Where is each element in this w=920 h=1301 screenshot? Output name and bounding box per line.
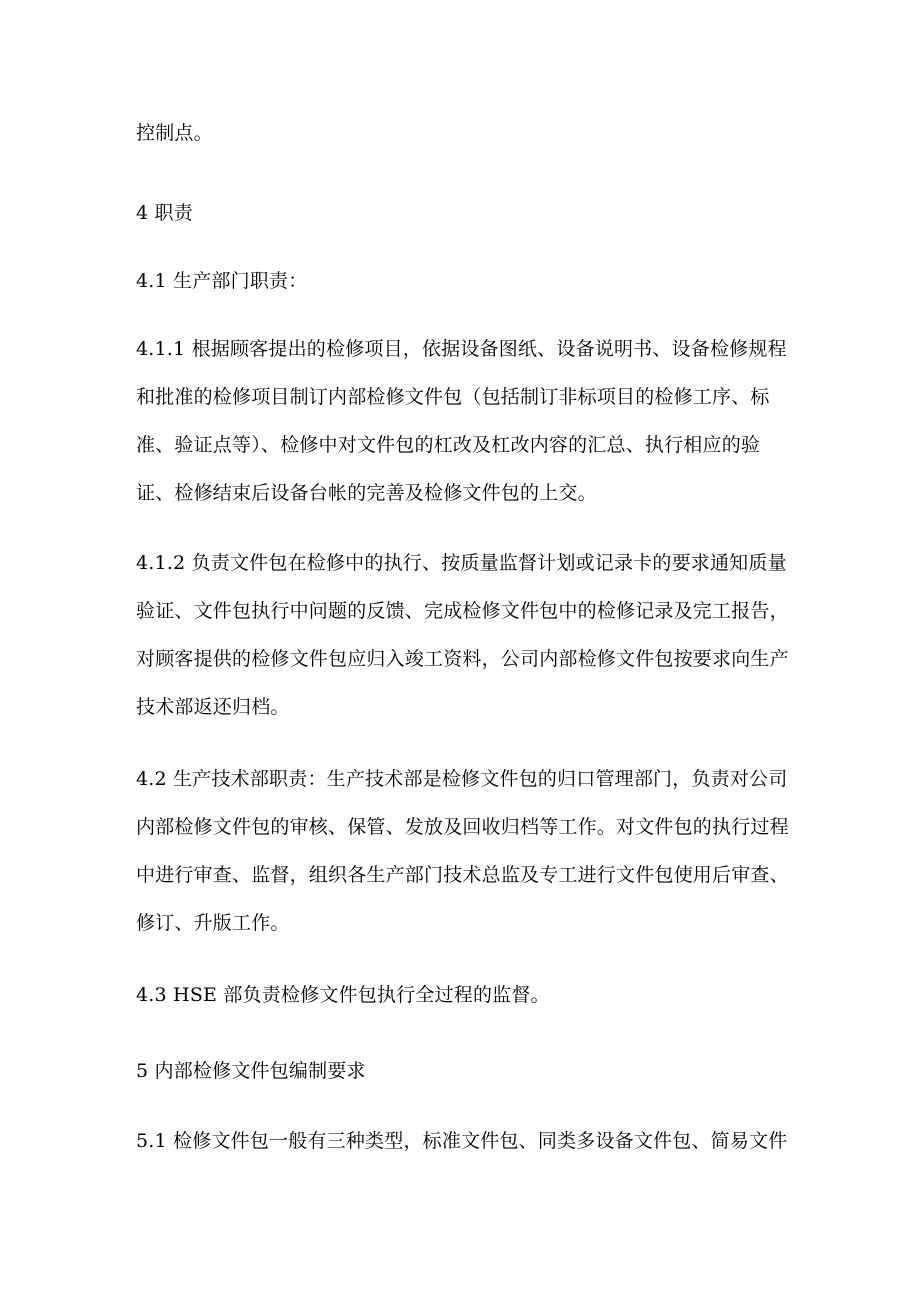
paragraph-4-1-2-line-2: 验证、文件包执行中问题的反馈、完成检修文件包中的检修记录及完工报告， (136, 600, 789, 622)
paragraph-4-1-1-line-1: 4.1.1 根据顾客提出的检修项目，依据设备图纸、设备说明书、设备检修规程 (136, 338, 787, 360)
paragraph-4-1-1-line-4: 证、检修结束后设备台帐的完善及检修文件包的上交。 (136, 482, 597, 504)
paragraph-4-1-2-line-3: 对顾客提供的检修文件包应归入竣工资料，公司内部检修文件包按要求向生产 (136, 648, 789, 670)
paragraph-4-1-1-line-2: 和批准的检修项目制订内部检修文件包（包括制订非标项目的检修工序、标 (136, 386, 770, 408)
subsection-heading-4-1: 4.1 生产部门职责： (136, 270, 308, 292)
paragraph-4-2-line-4: 修订、升版工作。 (136, 912, 290, 934)
paragraph-4-3: 4.3 HSE 部负责检修文件包执行全过程的监督。 (136, 984, 550, 1006)
paragraph-4-1-1-line-3: 准、验证点等）、检修中对文件包的杠改及杠改内容的汇总、执行相应的验 (136, 434, 761, 456)
text-line-continuation: 控制点。 (136, 122, 213, 144)
paragraph-5-1-line-1: 5.1 检修文件包一般有三种类型，标准文件包、同类多设备文件包、简易文件 (136, 1130, 788, 1152)
section-heading-4: 4 职责 (136, 202, 193, 224)
section-heading-5: 5 内部检修文件包编制要求 (136, 1060, 366, 1082)
paragraph-4-2-line-3: 中进行审查、监督，组织各生产部门技术总监及专工进行文件包使用后审查、 (136, 864, 789, 886)
paragraph-4-2-line-2: 内部检修文件包的审核、保管、发放及回收归档等工作。对文件包的执行过程 (136, 816, 789, 838)
paragraph-4-2-line-1: 4.2 生产技术部职责：生产技术部是检修文件包的归口管理部门，负责对公司 (136, 768, 788, 790)
paragraph-4-1-2-line-4: 技术部返还归档。 (136, 696, 290, 718)
paragraph-4-1-2-line-1: 4.1.2 负责文件包在检修中的执行、按质量监督计划或记录卡的要求通知质量 (136, 552, 787, 574)
